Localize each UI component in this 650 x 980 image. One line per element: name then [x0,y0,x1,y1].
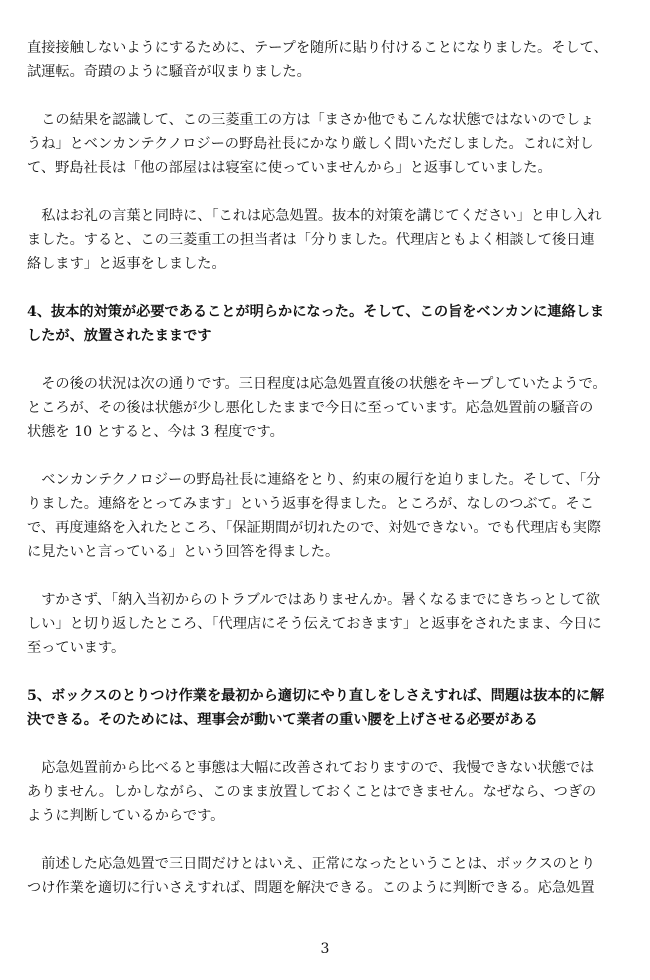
paragraph-judgment: 前述した応急処置で三日間だけとはいえ、正常になったということは、ボックスのとり つけ作業を適切に行いさえすれば、問題を解決できる。このように判断できる。応急処置 [27,856,596,896]
section-heading-5: 5、ボックスのとりつけ作業を最初から適切にやり直しをしさえすれば、問題は抜本的に解 決できる。そのためには、理事会が動いて業者の重い腰を上げさせる必要がある [27,688,605,728]
paragraph-improvement: 応急処置前から比べると事態は大幅に改善されておりますので、我慢できない状態では ありません。しかしながら、このまま放置しておくことはできません。なぜなら、つぎの ように判断しているからです。 [27,760,597,824]
paragraph-rebuttal: すかさず、「納入当初からのトラブルではありませんか。暑くなるまでにきちっとして欲 しい」と切り返したところ、「代理店にそう伝えておきます」と返事をされたまま、今日に 至っています。 [27,592,602,656]
paragraph-tape-test-run: 直接接触しないようにするために、テープを随所に貼り付けることになりました。そして、 試運転。奇蹟のように騒音が収まりました。 [27,40,608,80]
paragraph-mitsubishi-inquiry: この結果を認識して、この三菱重工の方は「まさか他でもこんな状態ではないのでしょ うね」とベンカンテクノロジーの野島社長にかなり厳しく問いただしました。これに対し て、野島社長は「他の部屋はは寝室に使っていませんから」と返事していました。 [27,112,595,176]
paragraph-status-after: その後の状況は次の通りです。三日程度は応急処置直後の状態をキープしていたようで。 ところが、その後は状態が少し悪化したままで今日に至っています。応急処置前の騒音の 状態を 10 とすると、今は 3 程度です。 [27,376,607,440]
section-heading-4: 4、抜本的対策が必要であることが明らかになった。そして、この旨をベンカンに連絡しま したが、放置されたままです [27,304,605,344]
paragraph-contact-nojima: ベンカンテクノロジーの野島社長に連絡をとり、約束の履行を迫りました。そして、「分 りました。連絡をとってみます」という返事を得ました。ところが、なしのつぶて。そこ で、再度連絡を入れたところ、「保証期間が切れたので、対処できない。でも代理店も実際 に見たいと言っている」という回答を得ました。 [27,472,602,560]
page-number: 3 [320,941,330,957]
paragraph-request-fix: 私はお礼の言葉と同時に、「これは応急処置。抜本的対策を講じてください」と申し入れ ました。すると、この三菱重工の担当者は「分りました。代理店ともよく相談して後日連 絡します」と返事をしました。 [27,208,602,272]
